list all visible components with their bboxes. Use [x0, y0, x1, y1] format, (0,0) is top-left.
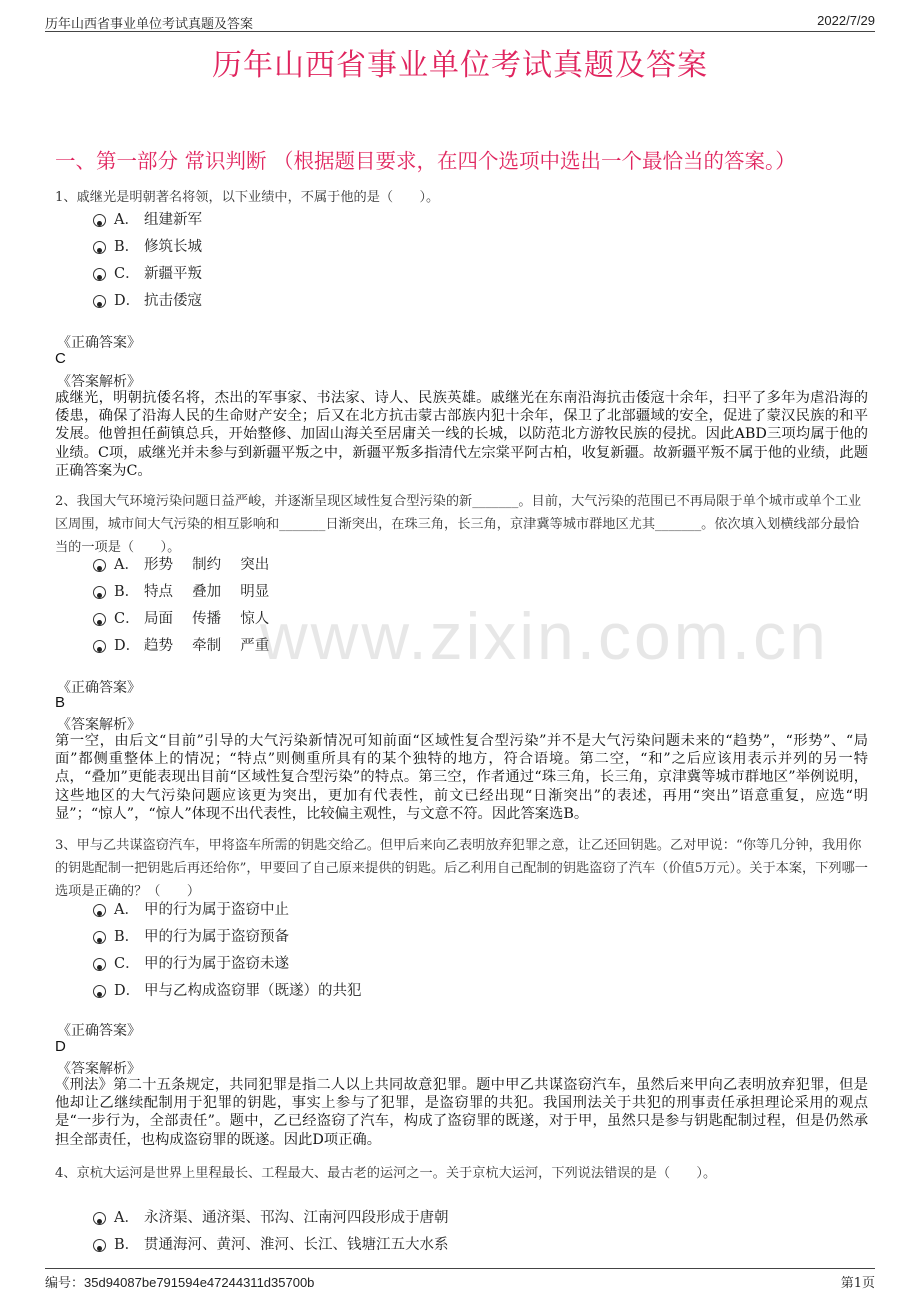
question-3-option-c[interactable]: C． 甲的行为属于盗窃未遂: [93, 952, 289, 974]
radio-icon[interactable]: [93, 931, 106, 944]
question-2-option-a[interactable]: A． 形势 制约 突出: [93, 553, 269, 575]
radio-icon[interactable]: [93, 985, 106, 998]
radio-icon[interactable]: [93, 241, 106, 254]
question-3-option-b[interactable]: B． 甲的行为属于盗窃预备: [93, 925, 289, 947]
document-id-value: 35d94087be791594e47244311d35700b: [84, 1275, 315, 1290]
question-1-answer: C: [55, 350, 66, 367]
question-1-option-c[interactable]: C． 新疆平叛: [93, 262, 202, 284]
watermark: www.zixin.com.cn: [260, 599, 829, 673]
question-3-answer: D: [55, 1038, 66, 1055]
header-title: 历年山西省事业单位考试真题及答案: [45, 17, 254, 32]
radio-icon[interactable]: [93, 1239, 106, 1252]
analysis-label: 《答案解析》: [57, 1061, 141, 1077]
question-2-explanation: 第一空，由后文“目前”引导的大气污染新情况可知前面“区域性复合型污染”并不是大气污染问题未来的“趋势”，“形势”、“局面”都侧重整体上的情况；“特点”则侧重所具有的某个独特的地方，符合语境。第二空，“和”之后应该用表示并列的另一特点，“叠加”更能表现出目前“区域性复合型污染”的特点。第三空，作者通过“珠三角，长三角，京津冀等城市群地区”举例说明，这些地区的大气污染问题应该更为突出，更加有代表性，前文已经出现“日渐突出”的表述，再用“突出”语意重复，应选“明显”；“惊人”，“惊人”体现不出代表性，比较偏主观性，与文意不符。因此答案选B。: [55, 733, 868, 822]
question-1-explanation: 戚继光，明朝抗倭名将，杰出的军事家、书法家、诗人、民族英雄。戚继光在东南沿海抗击倭寇十余年，扫平了多年为虐沿海的倭患，确保了沿海人民的生命财产安全；后又在北方抗击蒙古部族内犯十余年，保卫了北部疆域的安全，促进了蒙汉民族的和平发展。他曾担任蓟镇总兵，开始整修、加固山海关至居庸关一线的长城，以防范北方游牧民族的侵扰。因此ABD三项均属于他的业绩。C项，戚继光并未参与到新疆平叛之中，新疆平叛多指清代左宗棠平阿古柏，收复新疆。故新疆平叛不属于他的业绩，此题正确答案为C。: [55, 390, 868, 479]
question-2-answer: B: [55, 694, 66, 711]
page-header: [45, 10, 875, 32]
radio-icon[interactable]: [93, 214, 106, 227]
question-4-stem: 4、京杭大运河是世界上里程最长、工程最大、最古老的运河之一。关于京杭大运河，下列说法错误的是（ ）。: [55, 1166, 717, 1181]
answer-label: 《正确答案》: [57, 335, 141, 351]
radio-icon[interactable]: [93, 1212, 106, 1225]
question-2-stem: 2、我国大气环境污染问题日益严峻，并逐渐呈现区域性复合型污染的新_______。目前，大气污染的范围已不再局限于单个城市或单个工业区周围，城市间大气污染的相互影响和_______日渐突出，在珠三角，长三角，京津冀等城市群地区尤其_______。依次填入划横线部分最恰当的一项是（ ）。: [55, 494, 862, 555]
question-3-option-a[interactable]: A． 甲的行为属于盗窃中止: [93, 898, 289, 920]
question-2-option-d[interactable]: D． 趋势 牵制 严重: [93, 634, 269, 656]
section-title: 一、第一部分 常识判断 （根据题目要求，在四个选项中选出一个最恰当的答案。）: [55, 149, 796, 173]
radio-icon[interactable]: [93, 904, 106, 917]
question-3-option-d[interactable]: D． 甲与乙构成盗窃罪（既遂）的共犯: [93, 979, 362, 1001]
analysis-label: 《答案解析》: [57, 374, 141, 390]
radio-icon[interactable]: [93, 559, 106, 572]
question-4-option-b[interactable]: B． 贯通海河、黄河、淮河、长江、钱塘江五大水系: [93, 1233, 449, 1255]
radio-icon[interactable]: [93, 586, 106, 599]
analysis-label: 《答案解析》: [57, 717, 141, 733]
answer-label: 《正确答案》: [57, 1023, 141, 1039]
answer-label: 《正确答案》: [57, 680, 141, 696]
document-id-label: 编号：: [45, 1276, 85, 1291]
document-id: [45, 1272, 314, 1291]
radio-icon[interactable]: [93, 295, 106, 308]
question-1-stem: 1、戚继光是明朝著名将领，以下业绩中，不属于他的是（ ）。: [55, 190, 440, 205]
radio-icon[interactable]: [93, 958, 106, 971]
page-number: 第1页: [840, 1276, 875, 1291]
page-footer: [45, 1268, 875, 1290]
question-1-option-d[interactable]: D． 抗击倭寇: [93, 289, 202, 311]
document-title: 历年山西省事业单位考试真题及答案: [212, 48, 708, 83]
radio-icon[interactable]: [93, 640, 106, 653]
question-1-option-a[interactable]: A． 组建新军: [93, 208, 202, 230]
radio-icon[interactable]: [93, 613, 106, 626]
question-2-option-c[interactable]: C． 局面 传播 惊人: [93, 607, 269, 629]
question-4-option-a[interactable]: A． 永济渠、通济渠、邗沟、江南河四段形成于唐朝: [93, 1206, 449, 1228]
question-3-stem: 3、甲与乙共谋盗窃汽车，甲将盗车所需的钥匙交给乙。但甲后来向乙表明放弃犯罪之意，让乙还回钥匙。乙对甲说：“你等几分钟，我用你的钥匙配制一把钥匙后再还给你”，甲要回了自己原来提供的钥匙。后乙利用自己配制的钥匙盗窃了汽车（价值5万元）。关于本案，下列哪一选项是正确的？（ ）: [55, 838, 868, 899]
radio-icon[interactable]: [93, 268, 106, 281]
question-1-option-b[interactable]: B． 修筑长城: [93, 235, 202, 257]
header-date: 2022/7/29: [817, 13, 875, 28]
question-2-option-b[interactable]: B． 特点 叠加 明显: [93, 580, 269, 602]
question-3-explanation: 《刑法》第二十五条规定，共同犯罪是指二人以上共同故意犯罪。题中甲乙共谋盗窃汽车，虽然后来甲向乙表明放弃犯罪，但是他却让乙继续配制用于犯罪的钥匙，事实上参与了犯罪，是盗窃罪的共犯。我国刑法关于共犯的刑事责任承担理论采用的观点是“一步行为，全部责任”。题中，乙已经盗窃了汽车，构成了盗窃罪的既遂，对于甲，虽然只是参与钥匙配制过程，但是仍然承担全部责任，也构成盗窃罪的既遂。因此D项正确。: [55, 1077, 868, 1148]
